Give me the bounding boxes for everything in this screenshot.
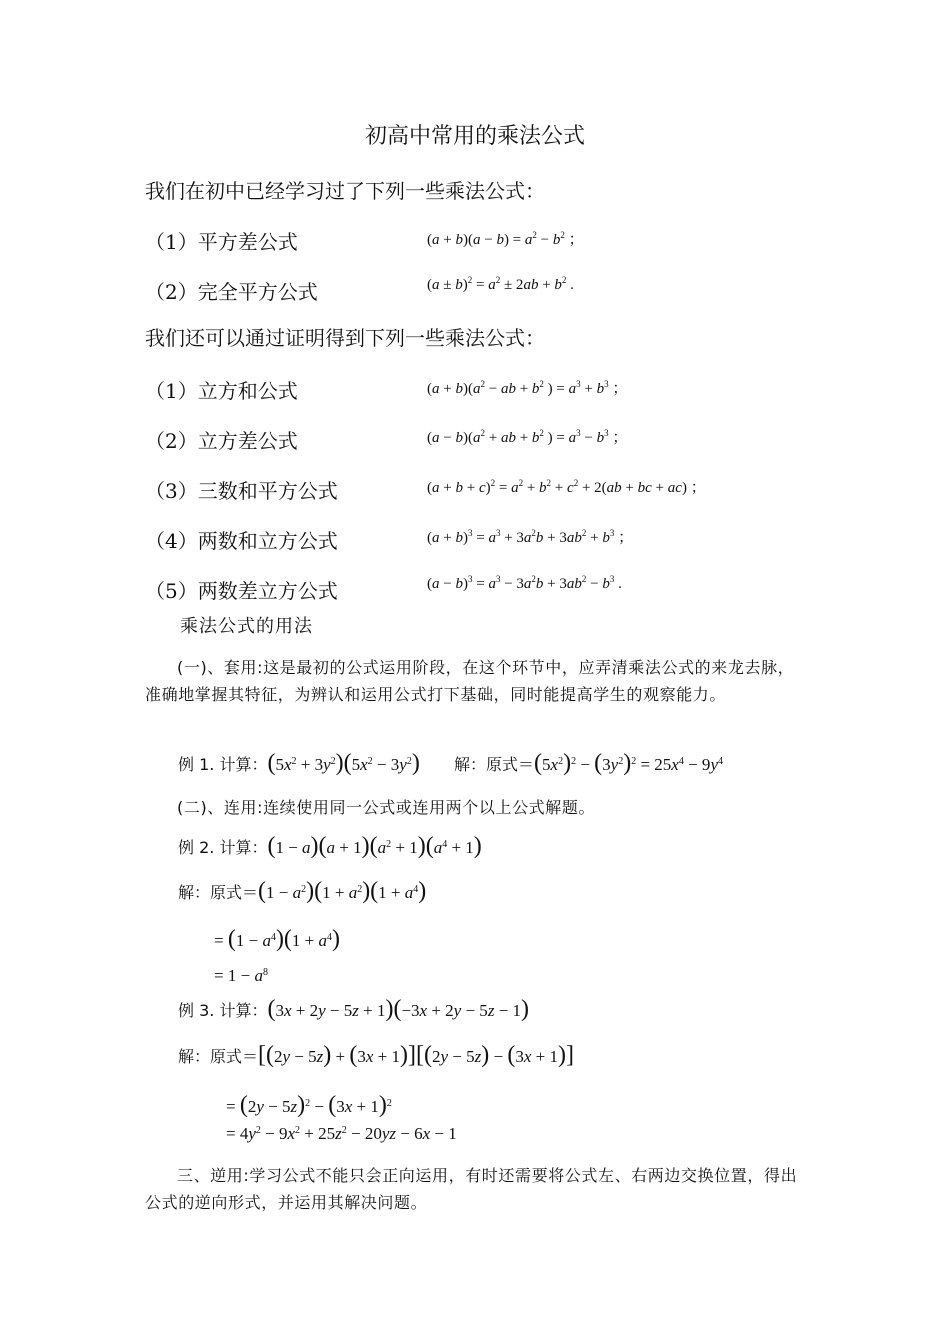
formula-perfect-square: $(a \pm b)^2 = a^2 \pm 2ab + b^2$ . (427, 275, 574, 293)
formula-cube-sum: $(a + b)(a^2$ − ab + $b^2$ ) = $a^3 + b^3$ ； (427, 379, 628, 397)
formula-label-three-sum-square: （3）三数和平方公式 (145, 479, 338, 503)
section-heading: 乘法公式的用法 (180, 616, 313, 637)
formula-label-square-difference: （1）平方差公式 (145, 230, 298, 254)
formula-cube-difference: $(a - b)(a^2$ + ab + $b^2$ ) = $a^3 - b^3$ ； (427, 428, 628, 446)
page-title: 初高中常用的乘法公式 (364, 124, 585, 149)
intro-line-1: 我们在初中已经学习过了下列一些乘法公式： (145, 179, 545, 203)
formula-difference-cube: $(a - b)^3 = a^3 - 3a^2b + 3ab^2 - b^3$ . (427, 574, 622, 592)
example-2-solution-step-2: = $(1 - a^4)(1 + a^4)$ (214, 926, 341, 952)
formula-label-cube-difference: （2）立方差公式 (145, 429, 298, 453)
example-1-expression: $(5x^2 + 3y^2)(5x^2 - 3y^2)$ (267, 750, 420, 776)
example-1 (178, 750, 723, 777)
paragraph-reverse: 三、逆用:学习公式不能只会正向运用，有时还需要将公式左、右两边交换位置，得出公式的逆向形式，并运用其解决问题。 (145, 1166, 798, 1212)
formula-three-sum-square: $(a + b + c)^2 = a^2 + b^2 + c^2 + 2(ab$ + bc + ac) ； (427, 478, 706, 496)
formula-label-perfect-square: （2）完全平方公式 (145, 280, 318, 304)
paragraph-apply: (一)、套用:这是最初的公式运用阶段，在这个环节中，应弄清乘法公式的来龙去脉，准确地掌握其特征，为辨认和运用公式打下基础，同时能提高学生的观察能力。 (145, 658, 795, 704)
example-1-solution-label: 解：原式＝ (454, 755, 535, 774)
formula-square-difference: $(a + b)(a - b) = a^2 - b^2$ ； (427, 230, 584, 248)
example-3-solution-label: 解：原式＝ (178, 1047, 259, 1066)
example-3 (178, 996, 529, 1023)
example-2-solution-step-3: = $1 - a^8$ (214, 966, 268, 985)
formula-label-difference-cube: （5）两数差立方公式 (145, 579, 338, 603)
example-2-solution-step-1: 解：原式$=(1 - a^2)(1 + a^2)(1 + a^4)$ (178, 878, 427, 904)
formula-label-cube-sum: （1）立方和公式 (145, 379, 298, 403)
example-2-solution-label: 解：原式＝ (178, 883, 259, 902)
example-3-solution-step-3: = $4y^2 - 9x^2 + 25z^2 - 20yz - 6x - 1$ (226, 1124, 457, 1143)
formula-label-sum-cube: （4）两数和立方公式 (145, 529, 338, 553)
example-2-label: 例 2. 计算： (178, 838, 268, 857)
example-3-solution-step-1: 解：原式＝[(2y − 5z) + (3x + 1)][(2y − 5z) − (3x + 1)] (178, 1042, 574, 1068)
example-2-expression: $(1 - a)(a + 1)(a^2 + 1)(a^4 + 1)$ (267, 833, 482, 859)
example-3-solution-step-2: = $(2y - 5z)^2 - (3x + 1)^2$ (226, 1092, 392, 1118)
intro-line-2: 我们还可以通过证明得到下列一些乘法公式： (145, 326, 545, 350)
example-2 (178, 833, 482, 860)
example-1-label: 例 1. 计算： (178, 755, 268, 774)
example-3-expression: (3x + 2y − 5z + 1)(−3x + 2y − 5z − 1) (267, 996, 530, 1022)
paragraph-chain: (二)、连用:连续使用同一公式或连用两个以上公式解题。 (177, 798, 596, 817)
example-1-solution: $(5x^2)^2 - (3y^2)^2 = 25x^4 - 9y^4$ (534, 750, 723, 776)
formula-sum-cube: $(a + b)^3 = a^3 + 3a^2b + 3ab^2 + b^3$ ； (427, 528, 634, 546)
example-3-label: 例 3. 计算： (178, 1001, 268, 1020)
